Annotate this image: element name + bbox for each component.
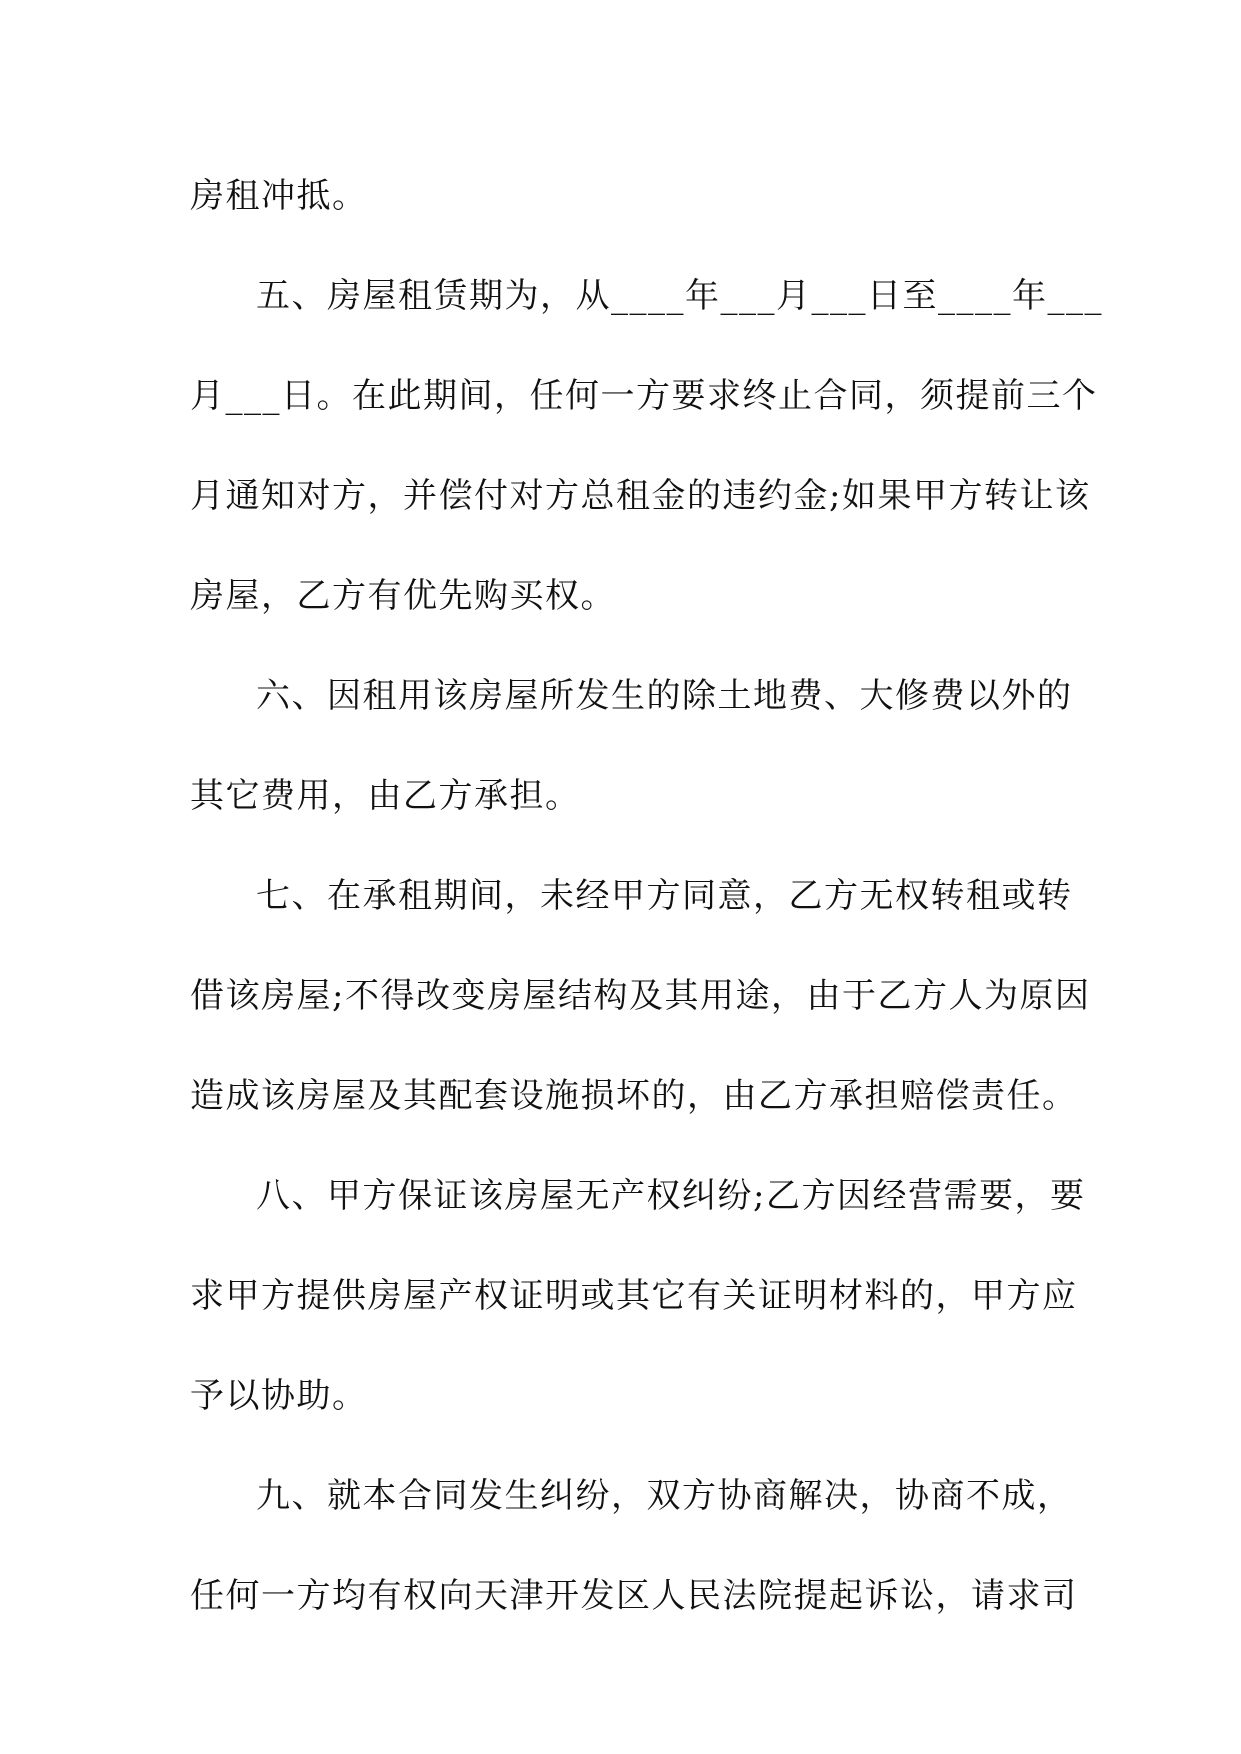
text-line: 房屋，乙方有优先购买权。 <box>190 576 616 616</box>
text-line: 房租冲抵。 <box>190 176 368 216</box>
text-line: 月通知对方，并偿付对方总租金的违约金;如果甲方转让该 <box>190 476 1091 516</box>
text-line: 六、因租用该房屋所发生的除土地费、大修费以外的 <box>256 676 1073 716</box>
text-line: 造成该房屋及其配套设施损坏的，由乙方承担赔偿责任。 <box>190 1076 1078 1116</box>
text-line: 八、甲方保证该房屋无产权纠纷;乙方因经营需要，要 <box>256 1176 1086 1216</box>
text-line: 五、房屋租赁期为，从____年___月___日至____年___ <box>256 276 1103 316</box>
text-line: 七、在承租期间，未经甲方同意，乙方无权转租或转 <box>256 876 1073 916</box>
text-line: 其它费用，由乙方承担。 <box>190 776 581 816</box>
text-line: 借该房屋;不得改变房屋结构及其用途，由于乙方人为原因 <box>190 976 1091 1016</box>
text-line: 求甲方提供房屋产权证明或其它有关证明材料的，甲方应 <box>190 1276 1078 1316</box>
text-line: 任何一方均有权向天津开发区人民法院提起诉讼，请求司 <box>190 1576 1078 1616</box>
text-line: 月___日。在此期间，任何一方要求终止合同，须提前三个 <box>190 376 1098 416</box>
text-line: 九、就本合同发生纠纷，双方协商解决，协商不成， <box>256 1476 1073 1516</box>
text-line: 予以协助。 <box>190 1376 368 1416</box>
